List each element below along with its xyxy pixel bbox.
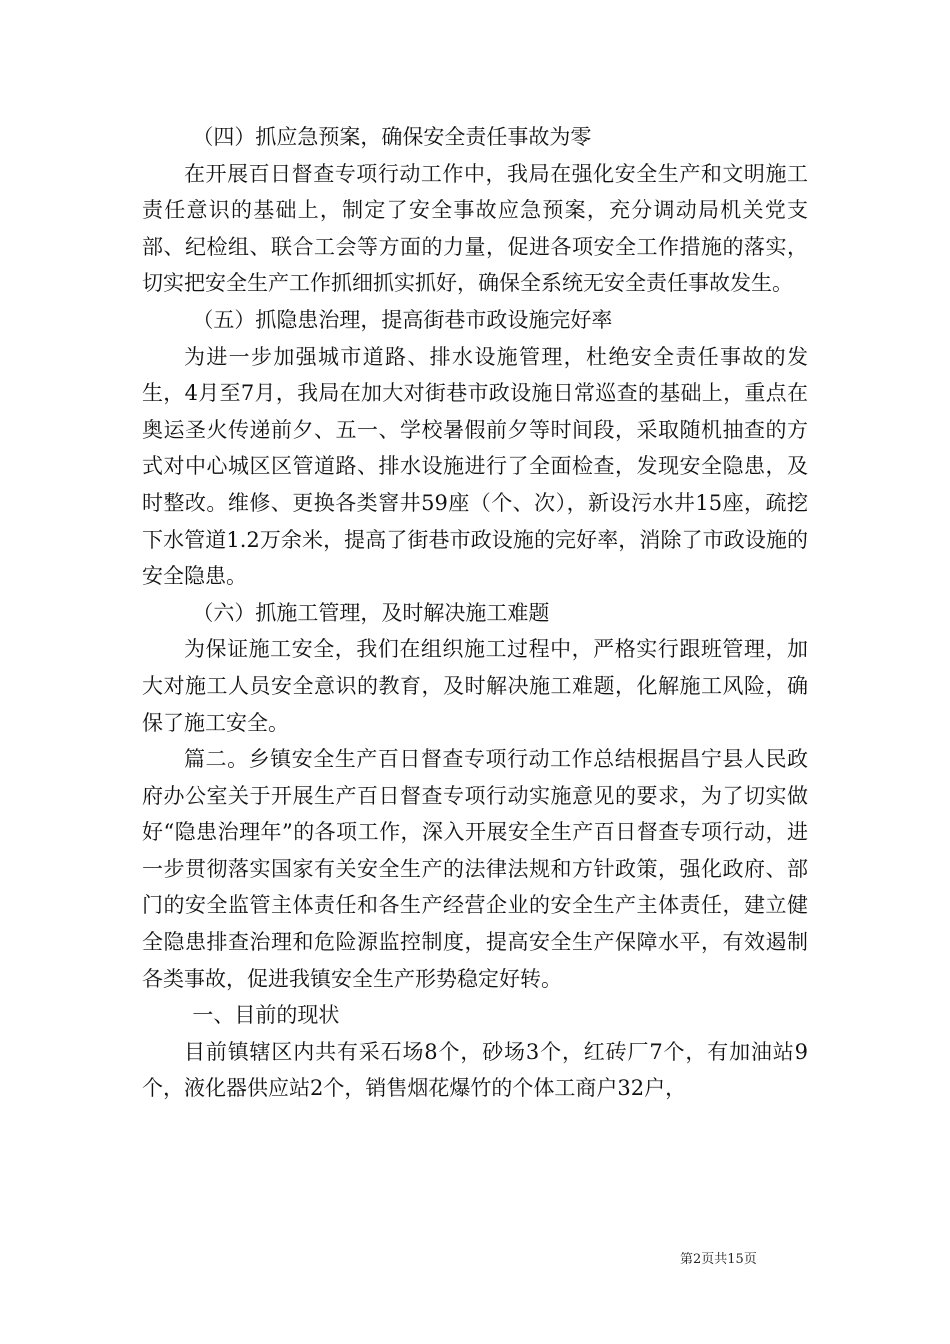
- paragraph-emergency-plan: 在开展百日督查专项行动工作中，我局在强化安全生产和文明施工责任意识的基础上，制定了安全事故应急预案，充分调动局机关党支部、纪检组、联合工会等方面的力量，促进各项安全工作措施的落实，切实把安全生产工作抓细抓实抓好，确保全系统无安全责任事故发生。: [142, 161, 808, 296]
- paragraph-hazard-governance: 为进一步加强城市道路、排水设施管理，杜绝安全责任事故的发生，4月至7月，我局在加大对街巷市政设施日常巡查的基础上，重点在奥运圣火传递前夕、五一、学校暑假前夕等时间段，采取随机抽查的方式对中心城区区管道路、排水设施进行了全面检查，发现安全隐患，及时整改。维修、更换各类窨井59座（个、次），新设污水井15座，疏挖下水管道1.2万余米，提高了街巷市政设施的完好率，消除了市政设施的安全隐患。: [142, 344, 808, 589]
- page-number-footer: 第2页共15页: [680, 1252, 757, 1267]
- document-body: [142, 119, 808, 1107]
- section-heading-current-status: 一、目前的现状: [192, 1003, 340, 1028]
- section-heading-4: （四）抓应急预案，确保安全责任事故为零: [192, 125, 592, 149]
- section-heading-6: （六）抓施工管理，及时解决施工难题: [192, 600, 550, 625]
- paragraph-construction-management: 为保证施工安全，我们在组织施工过程中，严格实行跟班管理，加大对施工人员安全意识的教育，及时解决施工难题，化解施工风险，确保了施工安全。: [142, 637, 808, 735]
- paragraph-part-two-summary: 篇二。乡镇安全生产百日督查专项行动工作总结根据昌宁县人民政府办公室关于开展生产百日督查专项行动实施意见的要求，为了切实做好“隐患治理年”的各项工作，深入开展安全生产百日督查专项行动，进一步贯彻落实国家有关安全生产的法律法规和方针政策，强化政府、部门的安全监管主体责任和各生产经营企业的安全生产主体责任，建立健全隐患排查治理和危险源监控制度，提高安全生产保障水平，有效遏制各类事故，促进我镇安全生产形势稳定好转。: [142, 747, 808, 991]
- paragraph-current-status: 目前镇辖区内共有采石场8个，砂场3个，红砖厂7个，有加油站9个，液化器供应站2个，销售烟花爆竹的个体工商户32户，: [142, 1039, 808, 1101]
- section-heading-5: （五）抓隐患治理，提高街巷市政设施完好率: [192, 307, 613, 332]
